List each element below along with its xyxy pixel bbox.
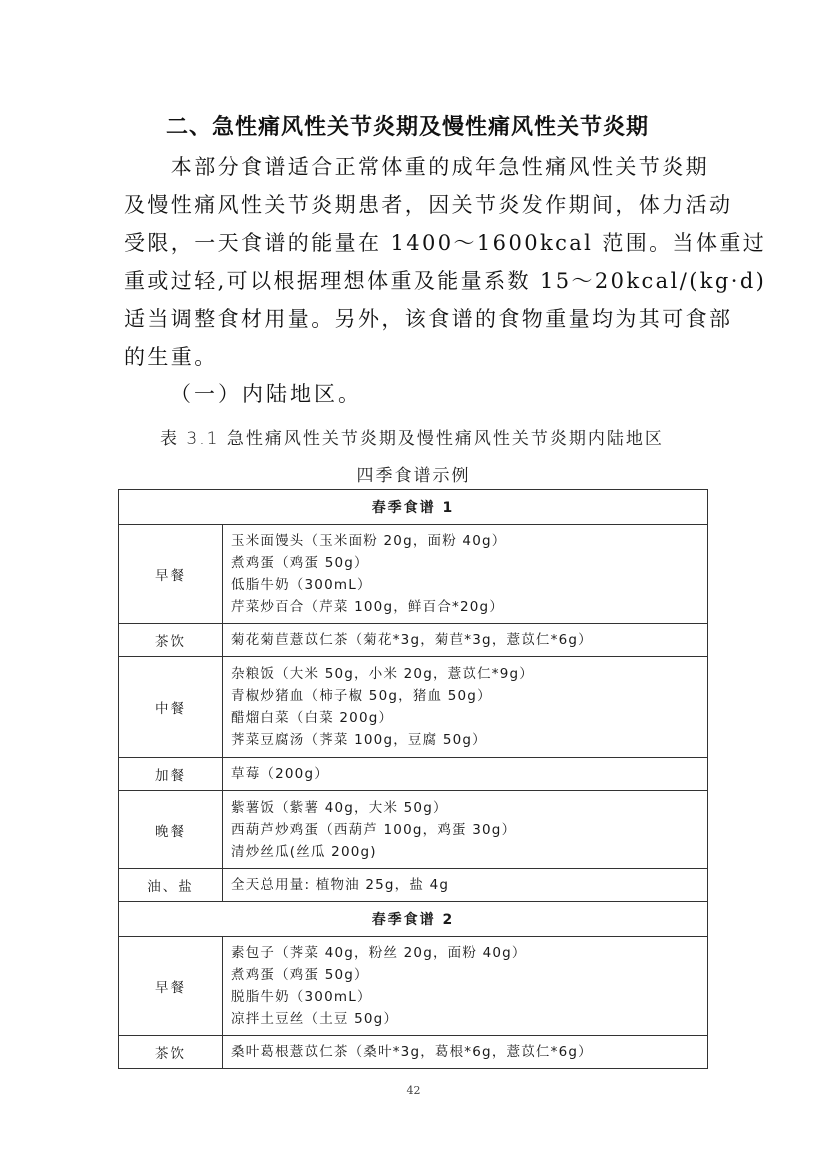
meal-name: 晚餐: [119, 791, 223, 869]
food-item: 荠菜豆腐汤（荠菜 100g，豆腐 50g）: [231, 732, 487, 748]
menu-title-row: [119, 902, 708, 937]
food-item: 芹菜炒百合（芹菜 100g，鲜百合*20g）: [231, 599, 505, 615]
meal-name: 早餐: [119, 525, 223, 624]
food-item: 醋熘白菜（白菜 200g）: [231, 710, 394, 726]
table-caption-line2: 四季食谱示例: [356, 466, 471, 486]
meal-name: 油、盐: [119, 869, 223, 902]
table-caption: 表 3.1 急性痛风性关节炎期及慢性痛风性关节炎期内陆地区: [160, 429, 664, 449]
paragraph-line: 本部分食谱适合正常体重的成年急性痛风性关节炎期: [124, 155, 709, 179]
meal-name: 茶饮: [119, 1036, 223, 1069]
food-item: 紫薯饭（紫薯 40g，大米 50g）: [231, 799, 448, 816]
food-item: 凉拌土豆丝（土豆 50g）: [231, 1011, 399, 1027]
meal-row: [119, 657, 708, 758]
meal-row: [119, 1036, 708, 1069]
meal-name: 早餐: [119, 937, 223, 1036]
food-item: 青椒炒猪血（柿子椒 50g，猪血 50g）: [231, 688, 492, 704]
subsection-heading: （一）内陆地区。: [170, 382, 362, 406]
meal-row: [119, 525, 708, 624]
food-item: 低脂牛奶（300mL）: [231, 577, 372, 593]
meal-items: [223, 657, 708, 758]
section-heading: 二、急性痛风性关节炎期及慢性痛风性关节炎期: [166, 115, 650, 140]
meal-items: [223, 791, 708, 869]
food-item: 脱脂牛奶（300mL）: [231, 989, 372, 1005]
food-item: 全天总用量: 植物油 25g，盐 4g: [231, 877, 450, 893]
meal-items: [223, 869, 708, 902]
meal-items: [223, 1036, 708, 1069]
food-item: 清炒丝瓜(丝瓜 200g): [231, 843, 377, 860]
food-item: 玉米面馒头（玉米面粉 20g，面粉 40g）: [231, 533, 507, 549]
food-item: 煮鸡蛋（鸡蛋 50g）: [231, 555, 369, 571]
intro-paragraph: [124, 148, 767, 376]
meal-name: 茶饮: [119, 624, 223, 657]
food-item: 杂粮饭（大米 50g，小米 20g，薏苡仁*9g）: [231, 666, 534, 682]
paragraph-line: 的生重。: [124, 345, 218, 369]
meal-row: [119, 624, 708, 657]
paragraph-line: 适当调整食材用量。另外，该食谱的食物重量均为其可食部: [124, 307, 733, 331]
meal-row: [119, 791, 708, 869]
paragraph-line: 重或过轻,可以根据理想体重及能量系数 15～20kcal/(kg·d): [124, 269, 767, 293]
meal-name: 中餐: [119, 657, 223, 758]
food-item: 煮鸡蛋（鸡蛋 50g）: [231, 967, 369, 983]
food-item: 西葫芦炒鸡蛋（西葫芦 100g，鸡蛋 30g）: [231, 821, 517, 838]
food-item: 菊花菊苣薏苡仁茶（菊花*3g，菊苣*3g，薏苡仁*6g）: [231, 632, 593, 648]
paragraph-line: 及慢性痛风性关节炎期患者，因关节炎发作期间，体力活动: [124, 193, 733, 217]
food-item: 素包子（荠菜 40g，粉丝 20g，面粉 40g）: [231, 945, 527, 961]
meal-row: [119, 758, 708, 791]
menu-table: [118, 489, 708, 1069]
menu-title: 春季食谱 1: [119, 490, 708, 525]
meal-items: [223, 624, 708, 657]
meal-row: [119, 869, 708, 902]
meal-items: [223, 758, 708, 791]
meal-row: [119, 937, 708, 1036]
page-number: 42: [406, 1084, 421, 1097]
meal-items: [223, 937, 708, 1036]
meal-name: 加餐: [119, 758, 223, 791]
paragraph-line: 受限，一天食谱的能量在 1400～1600kcal 范围。当体重过: [124, 231, 767, 255]
meal-items: [223, 525, 708, 624]
food-item: 草莓（200g）: [231, 766, 329, 782]
food-item: 桑叶葛根薏苡仁茶（桑叶*3g，葛根*6g，薏苡仁*6g）: [231, 1044, 593, 1060]
menu-title: 春季食谱 2: [119, 902, 708, 937]
menu-title-row: [119, 490, 708, 525]
